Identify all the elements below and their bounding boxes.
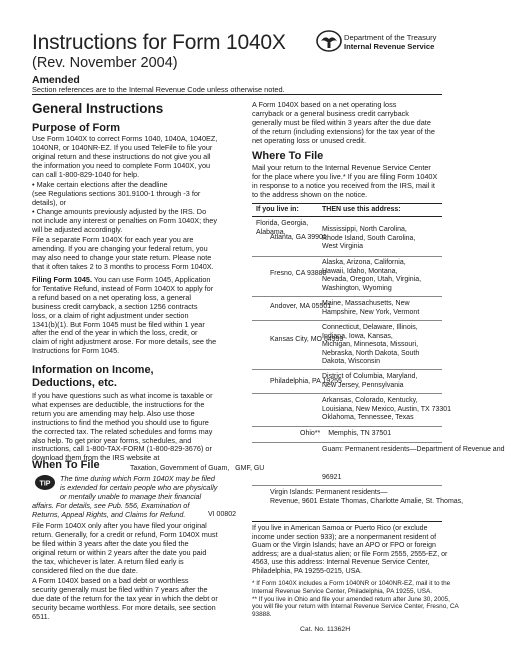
row-rule <box>252 485 442 486</box>
address-cell: Memphis, TN 37501 <box>328 430 392 437</box>
row-rule <box>252 426 442 427</box>
row-rule <box>252 393 442 394</box>
text-line: 93888. <box>252 611 272 619</box>
table-row <box>300 430 391 439</box>
text-line: instructions, call 1-800-TAX-FORM (1-800-829-3676) or <box>32 444 212 454</box>
states-cell: New Jersey, Pennsylvania <box>322 381 404 389</box>
states-cell: Arkansas, Colorado, Kentucky, <box>322 397 418 404</box>
text-line: The time during which Form 1040X may be filed <box>60 474 215 483</box>
vi-zip: VI 00802 <box>208 511 237 518</box>
table-row <box>322 397 451 423</box>
text-line: in response to a notice you received from the IRS, mail it <box>252 180 435 190</box>
text-line: the information you need to complete Form 1040X, you <box>32 160 211 170</box>
text-line: original return or within 2 years after the date you paid <box>32 547 207 557</box>
text-line: 4563, use this address: Internal Revenue Service Center, <box>252 559 430 567</box>
page-title: Instructions for Form 1040X <box>32 31 286 54</box>
text-line: a refund based on a net operating loss, a general <box>32 292 192 302</box>
text-line: return. Generally, for a credit or refund, Form 1040X must <box>32 529 218 539</box>
address-cell: Andover, MA 05501 <box>270 303 332 310</box>
text-line: Guam: Permanent residents—Department of Revenue and <box>322 446 505 453</box>
text-line: Internal Revenue Service Center, Philadelphia, PA 19255, USA. <box>252 587 432 595</box>
states-cell: Indiana, Iowa, Kansas, <box>322 332 393 340</box>
text-line: File a separate Form 1040X for each year you are <box>32 235 194 244</box>
dept-line-1: Department of the Treasury <box>344 33 437 42</box>
text-line: net operating loss or unused credit. <box>252 135 366 145</box>
states-cell: Maine, Massachusetts, New <box>322 300 410 307</box>
states-cell: Ohio** <box>300 430 321 437</box>
virgin-islands-row <box>270 489 463 506</box>
filing-form-1045-paragraph <box>32 276 216 356</box>
text-line: original return and these instructions do not give you all <box>32 151 211 161</box>
text-line: If you live in American Samoa or Puerto Rico (or exclude <box>252 525 428 532</box>
row-rule <box>252 442 442 443</box>
states-cell: Hampshire, New York, Vermont <box>322 308 420 316</box>
text-line: You can use Form 1045, Application <box>92 275 211 284</box>
text-line: after the end of the year in which the loss, credit, or <box>32 328 198 338</box>
states-cell: Louisiana, New Mexico, Austin, TX 73301 <box>322 405 452 413</box>
address-cell: Kansas City, MO 64999 <box>270 336 344 343</box>
text-line: details), or <box>32 197 67 207</box>
tip-note-cont <box>32 502 189 520</box>
where-to-file-paragraph <box>252 164 437 200</box>
text-line: you will file your return with Internal Revenue Service Center, Fresno, CA <box>252 603 459 611</box>
catalog-number: Cat. No. 11362H <box>300 626 351 633</box>
states-cell: Washington, Wyoming <box>322 284 392 292</box>
text-line: amending. If you are changing your federal return, you <box>32 243 208 253</box>
text-line: affairs. For details, see Pub. 556, Examination of <box>32 501 190 510</box>
text-line: If you have questions such as what income is taxable or <box>32 391 213 400</box>
text-line: the corrected tax. The related schedules and forms may <box>32 426 213 436</box>
row-rule <box>252 256 442 257</box>
revision-date: (Rev. November 2004) <box>32 55 178 71</box>
text-line: claim of right adjustment arose. For more details, see the <box>32 337 217 347</box>
states-cell: District of Columbia, Maryland, <box>322 373 418 380</box>
section-references-note: Section references are to the Internal Revenue Code unless otherwise noted. <box>32 85 285 94</box>
text-line: (see Regulations sections 301.9100-1 through -3 for <box>32 188 201 198</box>
text-line: due date of the return for the tax year in which the debt or <box>32 593 218 603</box>
general-instructions-heading: General Instructions <box>32 101 164 116</box>
tip-label: TIP <box>39 480 51 488</box>
text-line: Use Form 1040X to correct Forms 1040, 1040A, 1040EZ, <box>32 134 218 143</box>
tip-icon <box>34 474 56 491</box>
table-row <box>322 324 419 367</box>
nol-carryback-paragraph <box>252 101 435 146</box>
text-line: business credit carryback, a section 1256 contracts <box>32 301 198 311</box>
issuing-agency <box>344 33 436 51</box>
text-line: for the place where you live.* If you are filing Form 1040X <box>252 171 438 181</box>
states-cell: Nebraska, North Dakota, South <box>322 349 420 357</box>
states-cell: Dakota, Wisconsin <box>322 358 380 366</box>
table-top-rule <box>252 203 442 204</box>
text-line: Returns, Appeal Rights, and Claims for Refund. <box>32 509 186 519</box>
guam-zip: 96921 <box>322 474 342 481</box>
text-line: Philadelphia, PA 19255-0215, USA. <box>252 567 363 575</box>
states-cell: Michigan, Minnesota, Missouri, <box>322 341 419 349</box>
text-line: instructions to find the method you should use to figure <box>32 417 209 427</box>
states-cell: West Virginia <box>322 243 363 251</box>
states-cell: Oklahoma, Tennessee, Texas <box>322 414 414 422</box>
address-cell: Philadelphia, PA 19255 <box>270 378 342 385</box>
text-line: may also need to change your state return. Please note <box>32 252 212 262</box>
text-line: A Form 1040X based on a bad debt or worthless <box>32 576 189 585</box>
heading-line: Information on Income, <box>32 364 154 376</box>
purpose-paragraph <box>32 135 217 180</box>
guam-row-cont <box>130 465 264 474</box>
text-line: security generally must be filed within 7 years after the <box>32 584 208 594</box>
states-cell: Hawaii, Idaho, Montana, <box>322 267 398 275</box>
when-to-file-heading: When To File <box>32 459 100 471</box>
bad-debt-paragraph <box>32 577 218 622</box>
text-line: Taxation, Government of Guam, <box>130 465 230 472</box>
row-rule <box>252 369 442 370</box>
filing-lead: Filing Form 1045. <box>32 275 93 284</box>
text-line: of the return (including extensions) for the tax year of the <box>252 126 435 136</box>
text-line: GMF, GU <box>235 465 265 472</box>
text-line: not include any interest or penalties on Form 1040X; they <box>32 215 217 225</box>
purpose-bullet-adjusted <box>32 208 217 235</box>
text-line: address; are a dual-status alien; or file Form 2555, 2555-EZ, or <box>252 550 448 558</box>
text-line: Virgin Islands: Permanent residents— <box>270 489 388 496</box>
text-line: Guam or the Virgin Islands; have an APO or FPO or foreign <box>252 542 436 550</box>
text-line: carryback or a general business credit carryback <box>252 108 409 118</box>
heading-line: Deductions, etc. <box>32 377 117 389</box>
text-line: * If Form 1040X includes a Form 1040NR or 1040NR-EZ, mail it to the <box>252 580 451 587</box>
header-rule <box>32 94 442 95</box>
text-line: the tax, whichever is later. A return filed early is <box>32 556 184 566</box>
text-line: • Change amounts previously adjusted by the IRS. Do <box>32 207 207 216</box>
foreign-address-note <box>252 525 447 577</box>
where-to-file-heading: Where To File <box>252 150 324 162</box>
text-line: download them from the IRS website at <box>32 453 160 463</box>
amended-label: Amended <box>32 74 80 86</box>
text-line: ** If you live in Ohio and file your amended return after June 30, 2005, <box>252 595 450 603</box>
table-header-right: THEN use this address: <box>322 206 401 213</box>
row-rule <box>252 320 442 321</box>
table-row <box>322 259 421 293</box>
purpose-bullet-elections <box>32 181 200 208</box>
states-cell: Florida, Georgia, <box>256 220 309 227</box>
info-income-paragraph <box>32 392 213 463</box>
text-line: is extended for certain people who are physically <box>60 482 218 492</box>
tip-note <box>60 475 217 502</box>
text-line: Instructions for Form 1045. <box>32 346 120 356</box>
text-line: 1040NR, or 1040NR-EZ. If you used TeleFile to file your <box>32 142 213 152</box>
guam-row <box>322 446 505 455</box>
text-line: Revenue, 9601 Estate Thomas, Charlotte Amalie, St. Thomas, <box>270 497 464 505</box>
text-line: considered filed on the due date. <box>32 565 138 575</box>
states-cell: Rhode Island, South Carolina, <box>322 234 416 242</box>
row-rule <box>252 296 442 297</box>
address-cell: Fresno, CA 93888 <box>270 270 327 277</box>
text-line: to the address shown on the notice. <box>252 189 368 199</box>
text-line: for Tentative Refund, instead of Form 1040X to apply for <box>32 283 214 293</box>
table-header-left: If you live in: <box>256 206 299 213</box>
table-row-extra <box>322 226 415 252</box>
text-line: 6511. <box>32 611 50 621</box>
irs-eagle-logo-icon <box>316 30 342 52</box>
purpose-heading: Purpose of Form <box>32 122 121 134</box>
table-header-rule <box>252 216 442 217</box>
text-line: or mentally unable to manage their financial <box>60 491 202 501</box>
table-bottom-rule <box>252 521 442 522</box>
text-line: return you are amending may help. Also use those <box>32 408 195 418</box>
text-line: can call 1-800-829-1040 for help. <box>32 169 140 179</box>
dept-line-2: Internal Revenue Service <box>344 42 435 51</box>
text-line: File Form 1040X only after you have filed your original <box>32 521 207 530</box>
table-row <box>322 300 419 317</box>
text-line: 1341(b)(1). But Form 1045 must be filed within 1 year <box>32 319 205 329</box>
text-line: A Form 1040X based on a net operating loss <box>252 100 397 109</box>
states-cell: Alabama, <box>256 228 286 236</box>
footnotes <box>252 580 459 619</box>
text-line: security became worthless. For more details, see section <box>32 602 216 612</box>
info-income-heading <box>32 364 154 390</box>
text-line: also help. To get prior year forms, schedules, and <box>32 435 192 445</box>
text-line: that it often takes 2 to 3 months to process Form 1040X. <box>32 261 214 271</box>
text-line: be filed within 3 years after the date you filed the <box>32 538 189 548</box>
text-line: generally must be filed within 3 years after the due date <box>252 117 431 127</box>
states-cell: Connecticut, Delaware, Illinois, <box>322 324 418 331</box>
text-line: Mail your return to the Internal Revenue Service Center <box>252 163 431 172</box>
text-line: income under section 933); are a nonpermanent resident of <box>252 533 437 541</box>
states-cell: Nevada, Oregon, Utah, Virginia, <box>322 276 422 284</box>
text-line: will be adjusted accordingly. <box>32 224 123 234</box>
text-line: loss, or a claim of right adjustment under section <box>32 310 189 320</box>
separate-return-paragraph <box>32 236 214 272</box>
states-cell: Mississippi, North Carolina, <box>322 226 407 233</box>
address-cell: Atlanta, GA 39901 <box>270 234 327 241</box>
states-cell: Alaska, Arizona, California, <box>322 259 406 266</box>
text-line: • Make certain elections after the deadline <box>32 180 168 189</box>
when-to-file-paragraph <box>32 522 218 575</box>
text-line: what expenses are deductible, the instructions for the <box>32 399 205 409</box>
